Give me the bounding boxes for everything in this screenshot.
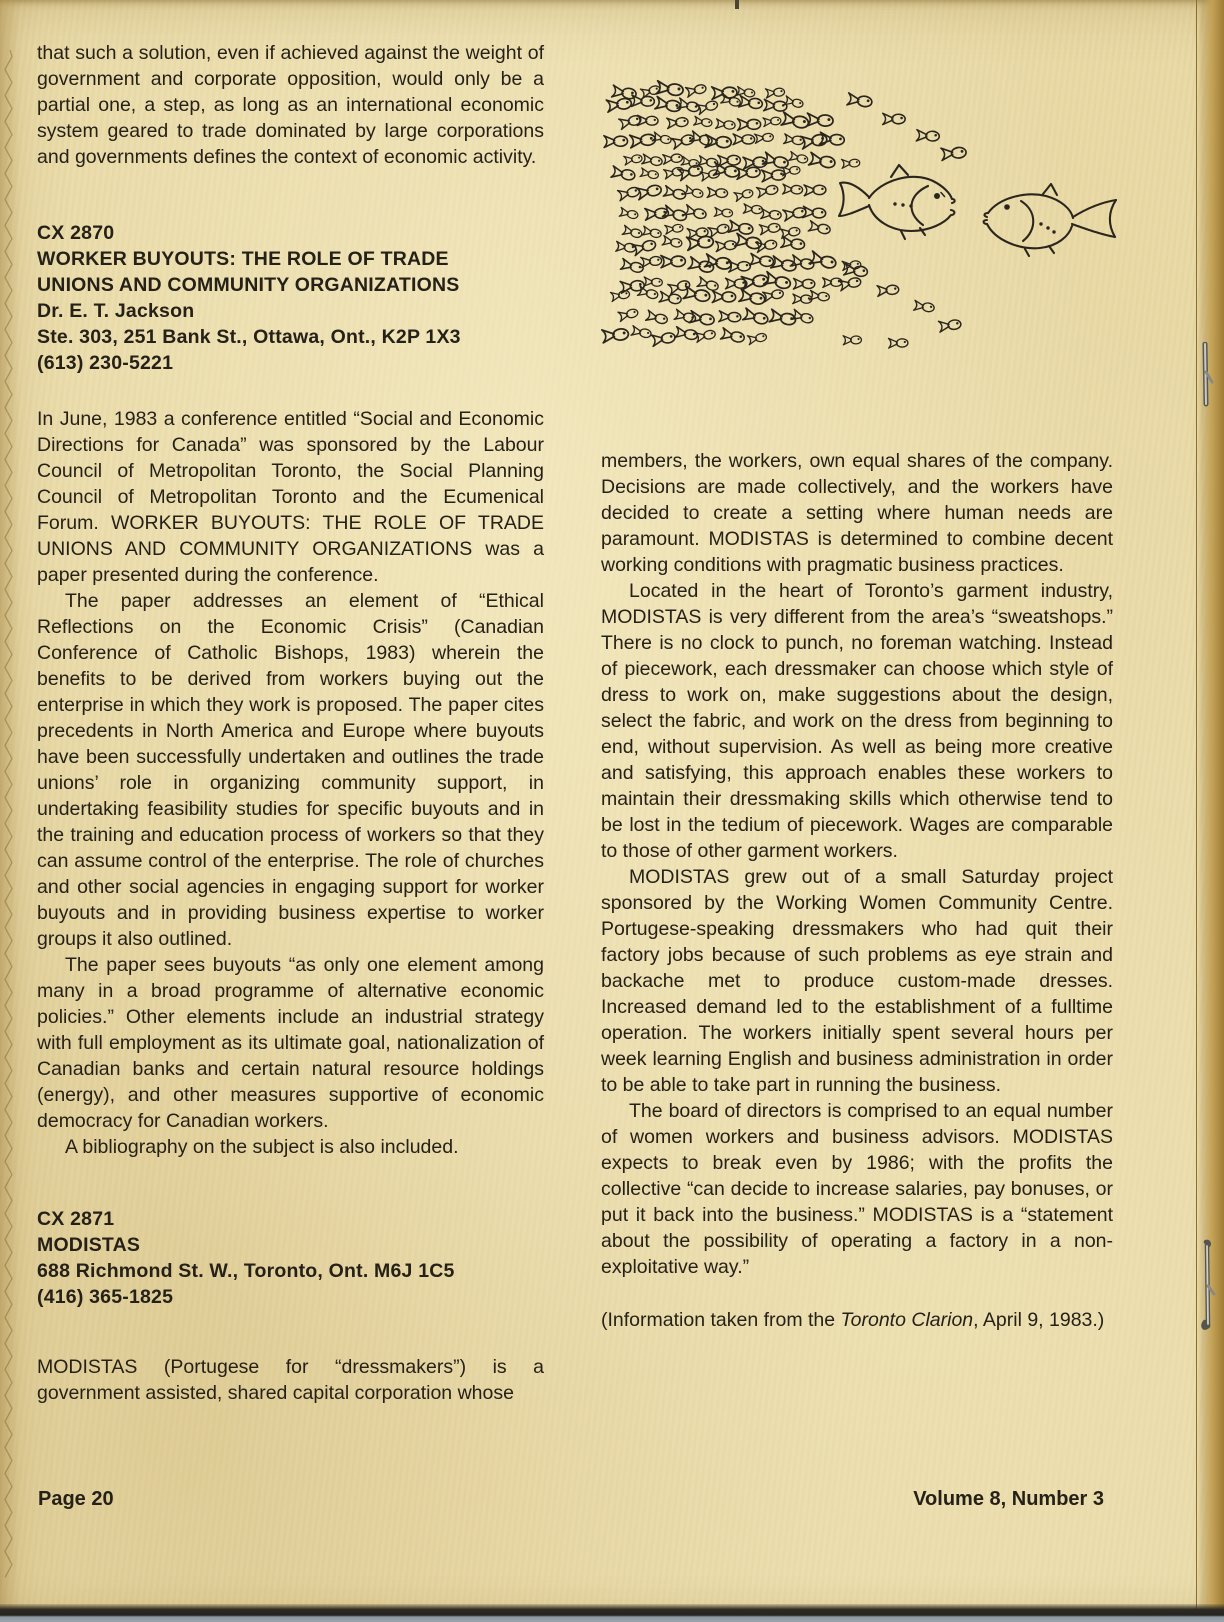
medium-fish [839, 165, 955, 239]
listing-author: Dr. E. T. Jackson [37, 300, 195, 322]
article-continuation-paragraph: that such a solution, even if achieved against the weight of government and corporate opposition, would only be a partial one, a step, as long as an international economic system geared to trade dominated by large corporations and governments defines the context of economic activity. [37, 42, 544, 168]
school-of-small-fish [602, 81, 967, 348]
body-paragraph: MODISTAS grew out of a small Saturday project sponsored by the Working Women Community Centre. Portugese-speaking dressmakers who had quit their factory jobs because of such problems as eye strain and backache met to produce custom-made dresses. Increased demand led to the establishment of a fulltime operation. The workers initially spent several hours per week learning English and business administration in order to be able to take part in running the business. [601, 866, 1113, 1096]
body-paragraph: The paper addresses an element of “Ethical Reflections on the Economic Crisis” (Canadian Conference of Catholic Bishops, 1983) wherein the benefits to be derived from workers buying out the enterprise in which they work is proposed. The paper cites precedents in North America and Europe where buyouts have been successfully undertaken and outlines the trade unions’ role in organizing community support, in undertaking feasibility studies for specific buyouts and in the training and education process of workers so that they can assume control of the enterprise. The role of churches and other social agencies in engaging support for worker buyouts and in providing business expertise to worker groups it also outlined. [37, 590, 544, 950]
source-attribution [601, 1307, 1113, 1333]
big-fish [984, 184, 1116, 256]
listing-title: MODISTAS [37, 1234, 141, 1256]
body-paragraph: MODISTAS (Portugese for “dressmakers”) is a government assisted, shared capital corporation whose [37, 1356, 544, 1404]
top-ink-mark [735, 0, 739, 9]
body-paragraph: In June, 1983 a conference entitled “Social and Economic Directions for Canada” was sponsored by the Labour Council of Metropolitan Toronto, the Social Planning Council of Metropolitan Toronto and the Ecumenical Forum. WORKER BUYOUTS: THE ROLE OF TRADE UNIONS AND COMMUNITY ORGANIZATIONS was a paper presented during the conference. [37, 408, 544, 586]
fish-school-illustration [600, 35, 1120, 365]
left-column [37, 40, 544, 1406]
listing-phone: (416) 365-1825 [37, 1286, 174, 1308]
page-number: Page 20 [38, 1488, 114, 1510]
right-fold-edge [1196, 0, 1224, 1622]
listing-cx2871 [37, 1206, 544, 1310]
listing-title-line2: UNIONS AND COMMUNITY ORGANIZATIONS [37, 274, 460, 296]
staple-top [1197, 342, 1215, 408]
body-paragraph: The paper sees buyouts “as only one element among many in a broad programme of alternative economic policies.” Other elements include an industrial strategy with full employment as its ultimate goal, nationalization of Canadian banks and certain natural resource holdings (energy), and other measures supportive of economic democracy for Canadian workers. [37, 954, 544, 1132]
listing-address: Ste. 303, 251 Bank St., Ottawa, Ont., K2P 1X3 [37, 326, 461, 348]
listing-id: CX 2871 [37, 1208, 115, 1230]
attribution-source-title: Toronto Clarion [840, 1309, 974, 1331]
listing-id: CX 2870 [37, 222, 115, 244]
body-paragraph: Located in the heart of Toronto’s garment industry, MODISTAS is very different from the area’s “sweatshops.” There is no clock to punch, no foreman watching. Instead of piecework, each dressmaker can choose which style of dress to work on, make suggestions about the design, select the fabric, and work on the dress from beginning to end, without supervision. As well as being more creative and satisfying, this approach enables these workers to maintain their dressmaking skills which otherwise tend to be lost in the tedium of piecework. Wages are comparable to those of other garment workers. [601, 580, 1113, 862]
body-paragraph: members, the workers, own equal shares of the company. Decisions are made collectively, and the workers have decided to create a setting where human needs are paramount. MODISTAS is determined to combine decent working conditions with pragmatic business practices. [601, 450, 1113, 576]
right-column [601, 448, 1113, 1333]
attribution-suffix: , April 9, 1983.) [973, 1309, 1105, 1331]
listing-phone: (613) 230-5221 [37, 352, 174, 374]
staple-bottom [1196, 1238, 1216, 1334]
body-paragraph: A bibliography on the subject is also included. [65, 1136, 459, 1158]
volume-number: Volume 8, Number 3 [913, 1488, 1104, 1510]
left-edge-shading [0, 0, 20, 1622]
listing-cx2870 [37, 220, 544, 376]
listing-title-line1: WORKER BUYOUTS: THE ROLE OF TRADE [37, 248, 449, 270]
body-paragraph: The board of directors is comprised to an equal number of women workers and business advisors. MODISTAS expects to break even by 1986; with the profits the collective “can decide to increase salaries, pay bonuses, or put it back into the business.” MODISTAS is a “statement about the possibility of operating a factory in a non-exploitative way.” [601, 1100, 1113, 1278]
attribution-prefix: (Information taken from the [601, 1309, 841, 1331]
bottom-scan-edge [0, 1604, 1224, 1622]
listing-address: 688 Richmond St. W., Toronto, Ont. M6J 1C5 [37, 1260, 455, 1282]
left-deckle-edge [2, 0, 18, 1622]
